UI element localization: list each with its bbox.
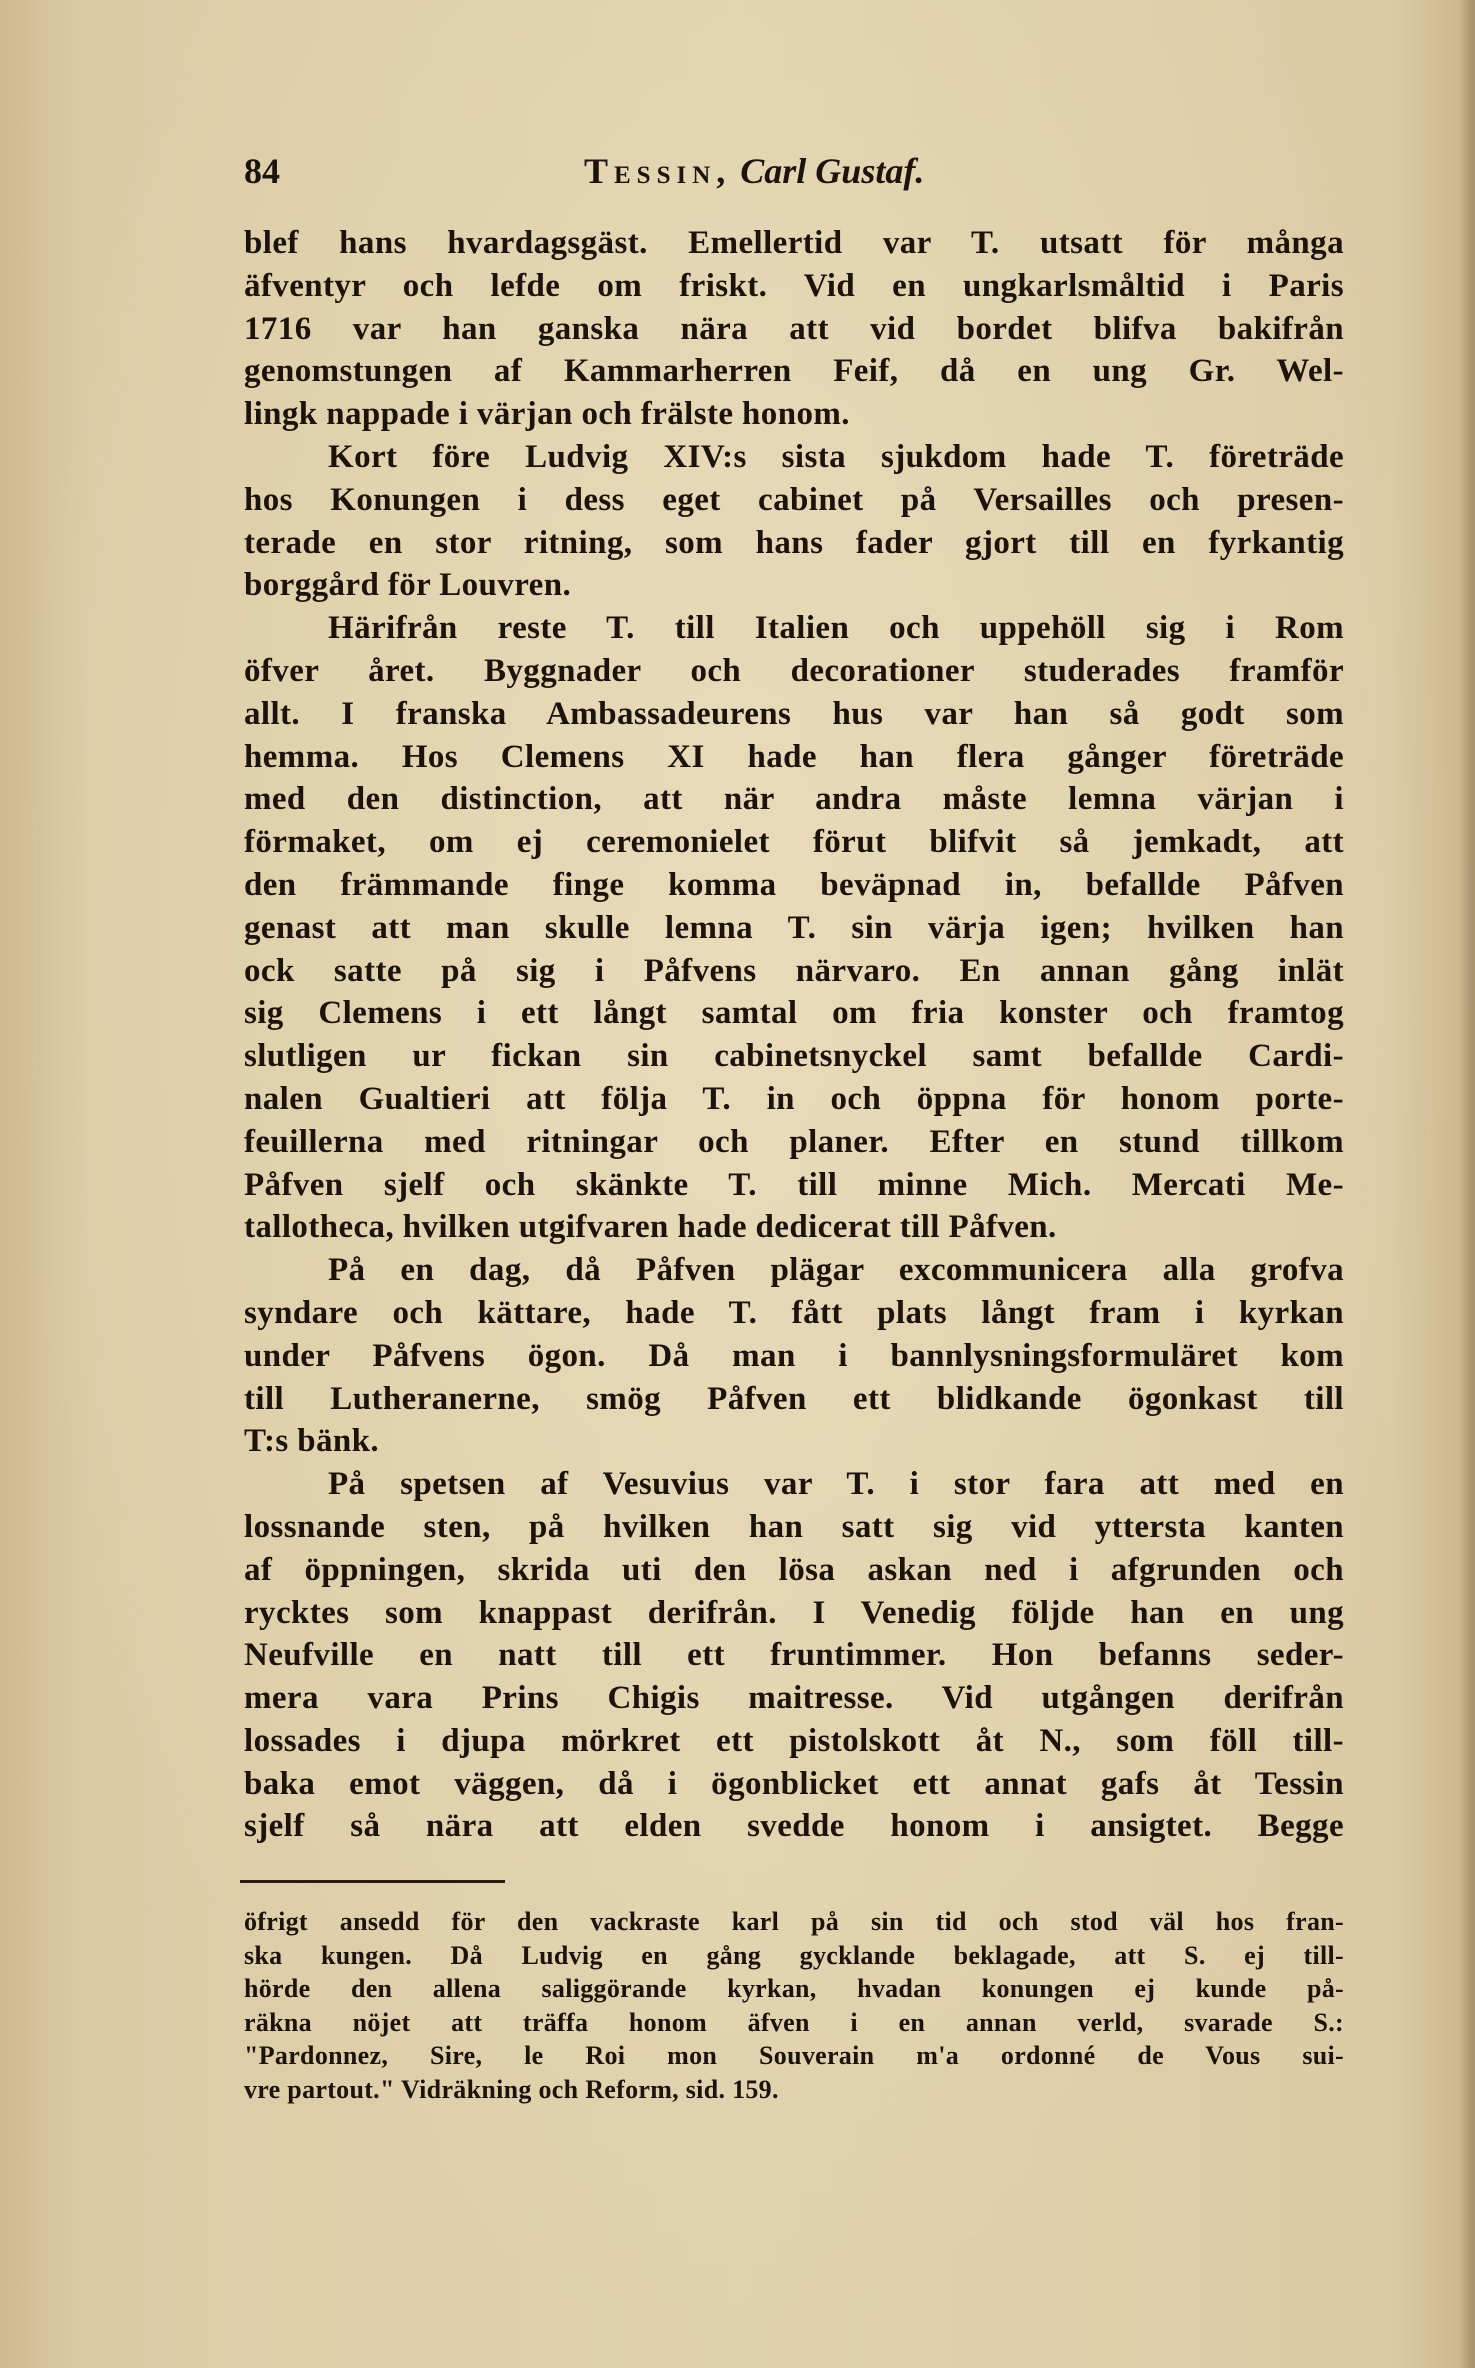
body-line: Kort före Ludvig XIV:s sista sjukdom hade T. företräde: [328, 438, 1344, 475]
body-line: lossnande sten, på hvilken han satt sig vid yttersta kanten: [244, 1508, 1344, 1545]
body-line: till Lutheranerne, smög Påfven ett blidkande ögonkast till: [244, 1380, 1344, 1417]
page-header: [244, 150, 1344, 200]
footnote-line: räkna nöjet att träffa honom äfven i en annan verld, svarade S.:: [244, 2007, 1344, 2037]
body-line: tallotheca, hvilken utgifvaren hade dedicerat till Påfven.: [244, 1209, 1057, 1246]
body-line: hos Konungen i dess eget cabinet på Versailles och presen-: [244, 481, 1344, 518]
body-line: rycktes som knappast derifrån. I Venedig följde han en ung: [244, 1594, 1344, 1631]
body-line: terade en stor ritning, som hans fader gjort till en fyrkantig: [244, 524, 1344, 561]
footnote-line: "Pardonnez, Sire, le Roi mon Souverain m'a ordonné de Vous sui-: [244, 2041, 1344, 2071]
body-line: hemma. Hos Clemens XI hade han flera gånger företräde: [244, 738, 1344, 775]
body-line: syndare och kättare, hade T. fått plats långt fram i kyrkan: [244, 1294, 1344, 1331]
footnote-line: hörde den allena saliggörande kyrkan, hvadan konungen ej kunde på-: [244, 1974, 1344, 2004]
footnote-line: ska kungen. Då Ludvig en gång gycklande beklagade, att S. ej till-: [244, 1940, 1344, 1970]
body-line: På spetsen af Vesuvius var T. i stor fara att med en: [328, 1466, 1344, 1503]
running-head: [584, 150, 924, 192]
body-line: På en dag, då Påfven plägar excommunicera alla grofva: [328, 1252, 1344, 1289]
body-line: förmaket, om ej ceremonielet förut blifvit så jemkadt, att: [244, 824, 1344, 861]
body-line: under Påfvens ögon. Då man i bannlysningsformuläret kom: [244, 1337, 1344, 1374]
body-text: [244, 222, 1344, 1848]
page-number: 84: [244, 151, 280, 191]
body-line: ock satte på sig i Påfvens närvaro. En annan gång inlät: [244, 952, 1344, 989]
body-line: den främmande finge komma beväpnad in, befallde Påfven: [244, 866, 1344, 903]
page-edge-shadow: [1459, 0, 1475, 2368]
body-line: sjelf så nära att elden svedde honom i ansigtet. Begge: [244, 1808, 1344, 1845]
footnote-line: vre partout." Vidräkning och Reform, sid. 159.: [244, 2074, 779, 2104]
body-line: genomstungen af Kammarherren Feif, då en ung Gr. Wel-: [244, 353, 1344, 390]
running-head-given-name: Carl Gustaf.: [740, 151, 925, 191]
running-head-surname: Tessin,: [584, 151, 732, 191]
body-line: öfver året. Byggnader och decorationer studerades framför: [244, 652, 1344, 689]
body-line: borggård för Louvren.: [244, 567, 572, 604]
body-line: Påfven sjelf och skänkte T. till minne Mich. Mercati Me-: [244, 1166, 1344, 1203]
body-line: genast att man skulle lemna T. sin värja igen; hvilken han: [244, 909, 1344, 946]
body-line: baka emot väggen, då i ögonblicket ett annat gafs åt Tessin: [244, 1765, 1344, 1802]
body-line: Neufville en natt till ett fruntimmer. Hon befanns seder-: [244, 1637, 1344, 1674]
body-line: nalen Gualtieri att följa T. in och öppna för honom porte-: [244, 1080, 1344, 1117]
body-line: feuillerna med ritningar och planer. Efter en stund tillkom: [244, 1123, 1344, 1160]
body-line: med den distinction, att när andra måste lemna värjan i: [244, 781, 1344, 818]
body-line: lossades i djupa mörkret ett pistolskott åt N., som föll till-: [244, 1722, 1344, 1759]
body-line: mera vara Prins Chigis maitresse. Vid utgången derifrån: [244, 1680, 1344, 1717]
body-line: allt. I franska Ambassadeurens hus var han så godt som: [244, 695, 1344, 732]
body-line: Härifrån reste T. till Italien och uppehöll sig i Rom: [328, 610, 1344, 647]
footnote-rule: [240, 1880, 505, 1883]
body-line: äfventyr och lefde om friskt. Vid en ungkarlsmåltid i Paris: [244, 267, 1344, 304]
footnote: [244, 1905, 1344, 2107]
body-line: T:s bänk.: [244, 1423, 380, 1460]
body-line: 1716 var han ganska nära att vid bordet blifva bakifrån: [244, 310, 1344, 347]
body-line: af öppningen, skrida uti den lösa askan ned i afgrunden och: [244, 1551, 1344, 1588]
footnote-line: öfrigt ansedd för den vackraste karl på sin tid och stod väl hos fran-: [244, 1907, 1344, 1936]
body-line: blef hans hvardagsgäst. Emellertid var T. utsatt för många: [244, 225, 1344, 261]
body-line: sig Clemens i ett långt samtal om fria konster och framtog: [244, 995, 1344, 1032]
body-line: lingk nappade i värjan och frälste honom.: [244, 396, 850, 433]
body-line: slutligen ur fickan sin cabinetsnyckel samt befallde Cardi-: [244, 1038, 1344, 1075]
